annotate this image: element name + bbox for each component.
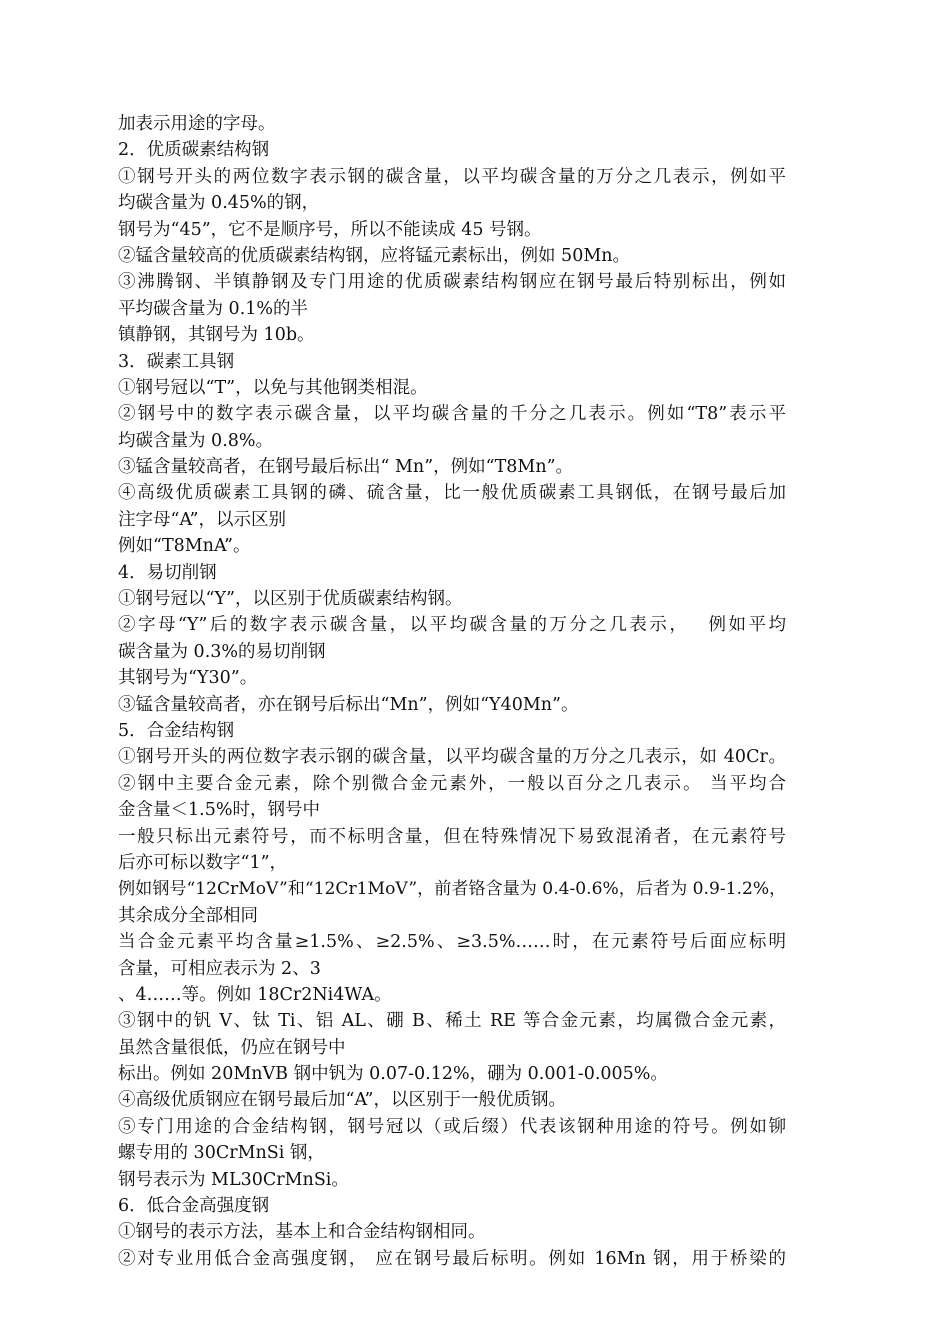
text-line: ①钢号开头的两位数字表示钢的碳含量，以平均碳含量的万分之几表示，如 40Cr。 — [118, 747, 786, 768]
text-line: 碳含量为 0.3%的易切削钢 — [118, 641, 326, 662]
text-line: ①钢号开头的两位数字表示钢的碳含量，以平均碳含量的万分之几表示，例如平 — [118, 166, 786, 187]
section-heading: 4．易切削钢 — [118, 562, 217, 583]
text-line: ③锰含量较高者，在钢号最后标出“ Mn”，例如“T8Mn”。 — [118, 457, 574, 478]
text-line: ②钢中主要合金元素，除个别微合金元素外，一般以百分之几表示。 当平均合 — [118, 773, 786, 794]
text-line: 含量，可相应表示为 2、3 — [118, 958, 321, 979]
text-line: ①钢号冠以“Y”，以区别于优质碳素结构钢。 — [118, 589, 463, 610]
text-line: 加表示用途的字母。 — [118, 114, 276, 134]
text-line: ②字母“Y”后的数字表示碳含量，以平均碳含量的万分之几表示， 例如平均 — [118, 615, 786, 636]
section-heading: 2．优质碳素结构钢 — [118, 140, 270, 161]
text-line: 均碳含量为 0.45%的钢， — [118, 193, 320, 214]
text-line: 例如钢号“12CrMoV”和“12Cr1MoV”，前者铬含量为 0.4-0.6%，后者为 0.9-1.2%， — [118, 879, 787, 900]
text-line: 注字母“A”，以示区别 — [118, 509, 286, 530]
text-line: ⑤专门用途的合金结构钢，钢号冠以（或后缀）代表该钢种用途的符号。例如铆 — [118, 1116, 786, 1137]
text-line: ①钢号的表示方法，基本上和合金结构钢相同。 — [118, 1222, 486, 1243]
text-line: 当合金元素平均含量≥1.5%、≥2.5%、≥3.5%……时，在元素符号后面应标明 — [118, 932, 786, 953]
section-heading: 6．低合金高强度钢 — [118, 1196, 270, 1217]
text-line: 标出。例如 20MnVB 钢中钒为 0.07-0.12%，硼为 0.001-0.005%。 — [118, 1064, 668, 1085]
text-line: 其钢号为“Y30”。 — [118, 668, 258, 689]
document-body — [118, 111, 786, 1272]
text-line: ①钢号冠以“T”，以免与其他钢类相混。 — [118, 377, 428, 398]
section-heading: 3．碳素工具钢 — [118, 351, 235, 372]
text-line: ④高级优质碳素工具钢的磷、硫含量，比一般优质碳素工具钢低，在钢号最后加 — [118, 483, 786, 504]
text-line: 均碳含量为 0.8%。 — [118, 430, 274, 451]
text-line: 后亦可标以数字“1”， — [118, 852, 288, 873]
text-line: ②锰含量较高的优质碳素结构钢，应将锰元素标出，例如 50Mn。 — [118, 245, 631, 266]
text-line: 例如“T8MnA”。 — [118, 536, 251, 557]
text-line: ③沸腾钢、半镇静钢及专门用途的优质碳素结构钢应在钢号最后特别标出，例如 — [118, 272, 786, 293]
text-line: 其余成分全部相同 — [118, 905, 258, 926]
text-line: 虽然含量很低，仍应在钢号中 — [118, 1037, 346, 1058]
text-line: 平均碳含量为 0.1%的半 — [118, 298, 309, 319]
section-heading: 5．合金结构钢 — [118, 720, 235, 741]
text-line: 镇静钢，其钢号为 10b。 — [118, 325, 315, 346]
text-line: ②对专业用低合金高强度钢， 应在钢号最后标明。例如 16Mn 钢，用于桥梁的 — [118, 1248, 786, 1269]
text-line: 一般只标出元素符号，而不标明含量，但在特殊情况下易致混淆者，在元素符号 — [118, 826, 786, 847]
text-line: 、4……等。例如 18Cr2Ni4WA。 — [118, 984, 392, 1005]
text-line: ④高级优质钢应在钢号最后加“A”，以区别于一般优质钢。 — [118, 1090, 566, 1111]
text-line: 螺专用的 30CrMnSi 钢， — [118, 1143, 325, 1164]
text-line: 金含量＜1.5%时，钢号中 — [118, 800, 320, 821]
text-line: ②钢号中的数字表示碳含量，以平均碳含量的千分之几表示。例如“T8”表示平 — [118, 404, 786, 425]
text-line: ③锰含量较高者，亦在钢号后标出“Mn”，例如“Y40Mn”。 — [118, 694, 579, 715]
text-line: ③钢中的钒 V、钛 Ti、铝 AL、硼 B、稀土 RE 等合金元素，均属微合金元素， — [118, 1011, 786, 1032]
text-line: 钢号表示为 ML30CrMnSi。 — [118, 1169, 349, 1190]
text-line: 钢号为“45”，它不是顺序号，所以不能读成 45 号钢。 — [118, 219, 542, 240]
